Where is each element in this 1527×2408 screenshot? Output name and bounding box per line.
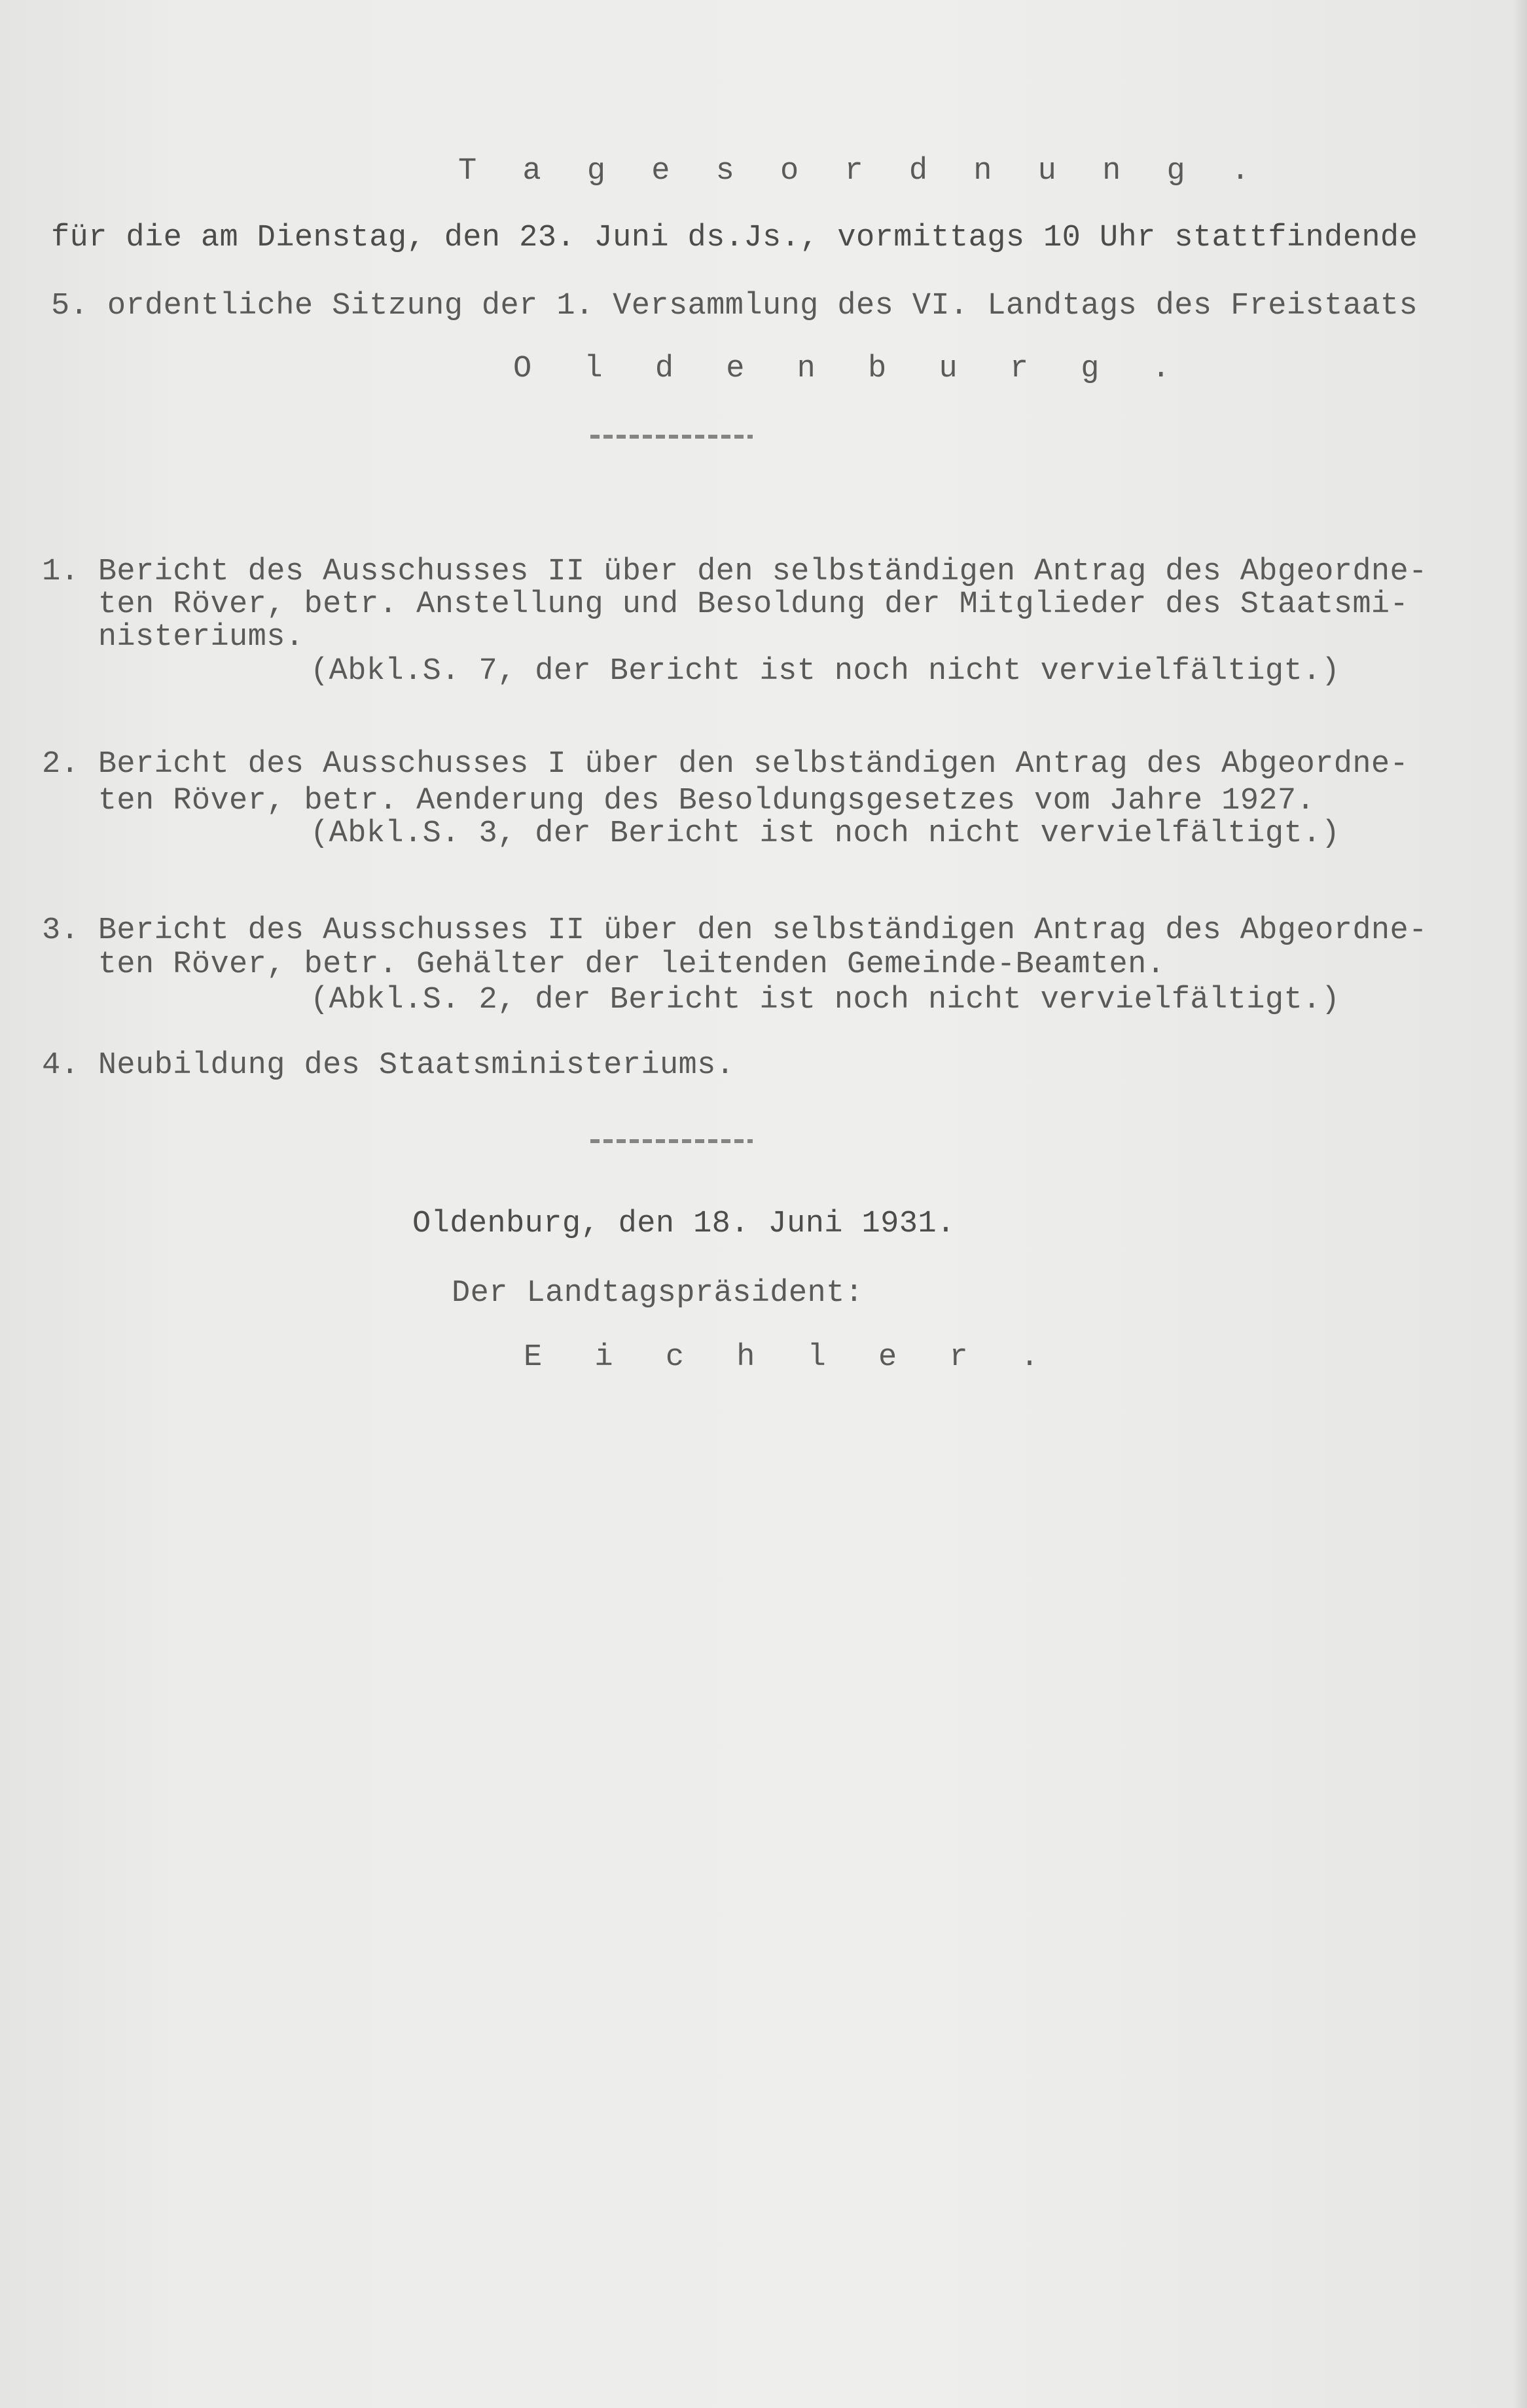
item-1-line-2: ten Röver, betr. Anstellung und Besoldung der Mitglieder des Staatsmi-: [42, 587, 1409, 622]
signature-name: E i c h l e r .: [524, 1340, 1056, 1375]
paper-edge-shadow: [1513, 0, 1527, 2408]
item-2-line-1: 2. Bericht des Ausschusses I über den selbständigen Antrag des Abgeordne-: [42, 747, 1409, 782]
item-2-line-2: ten Röver, betr. Aenderung des Besoldungsgesetzes vom Jahre 1927.: [42, 784, 1316, 818]
item-1-line-3: nisteriums.: [42, 620, 304, 655]
item-1-line-1: 1. Bericht des Ausschusses II über den selbständigen Antrag des Abgeordne-: [42, 555, 1428, 589]
item-3-note: (Abkl.S. 2, der Bericht ist noch nicht vervielfältigt.): [310, 983, 1340, 1017]
title-divider: [590, 435, 753, 439]
intro-line-1: für die am Dienstag, den 23. Juni ds.Js., vormittags 10 Uhr stattfindende: [51, 221, 1418, 255]
signature-title: Der Landtagspräsident:: [452, 1276, 864, 1311]
item-2-note: (Abkl.S. 3, der Bericht ist noch nicht vervielfältigt.): [310, 816, 1340, 851]
closing-divider: [590, 1139, 753, 1143]
item-3-line-2: ten Röver, betr. Gehälter der leitenden Gemeinde-Beamten.: [42, 947, 1166, 982]
intro-line-3: O l d e n b u r g .: [513, 352, 1187, 386]
item-3-line-1: 3. Bericht des Ausschusses II über den selbständigen Antrag des Abgeordne-: [42, 913, 1428, 948]
place-date: Oldenburg, den 18. Juni 1931.: [412, 1207, 956, 1241]
agenda-title: T a g e s o r d n u n g .: [458, 154, 1264, 189]
item-4-line-1: 4. Neubildung des Staatsministeriums.: [42, 1048, 735, 1083]
item-1-note: (Abkl.S. 7, der Bericht ist noch nicht vervielfältigt.): [310, 654, 1340, 689]
intro-line-2: 5. ordentliche Sitzung der 1. Versammlung des VI. Landtags des Freistaats: [51, 289, 1418, 323]
